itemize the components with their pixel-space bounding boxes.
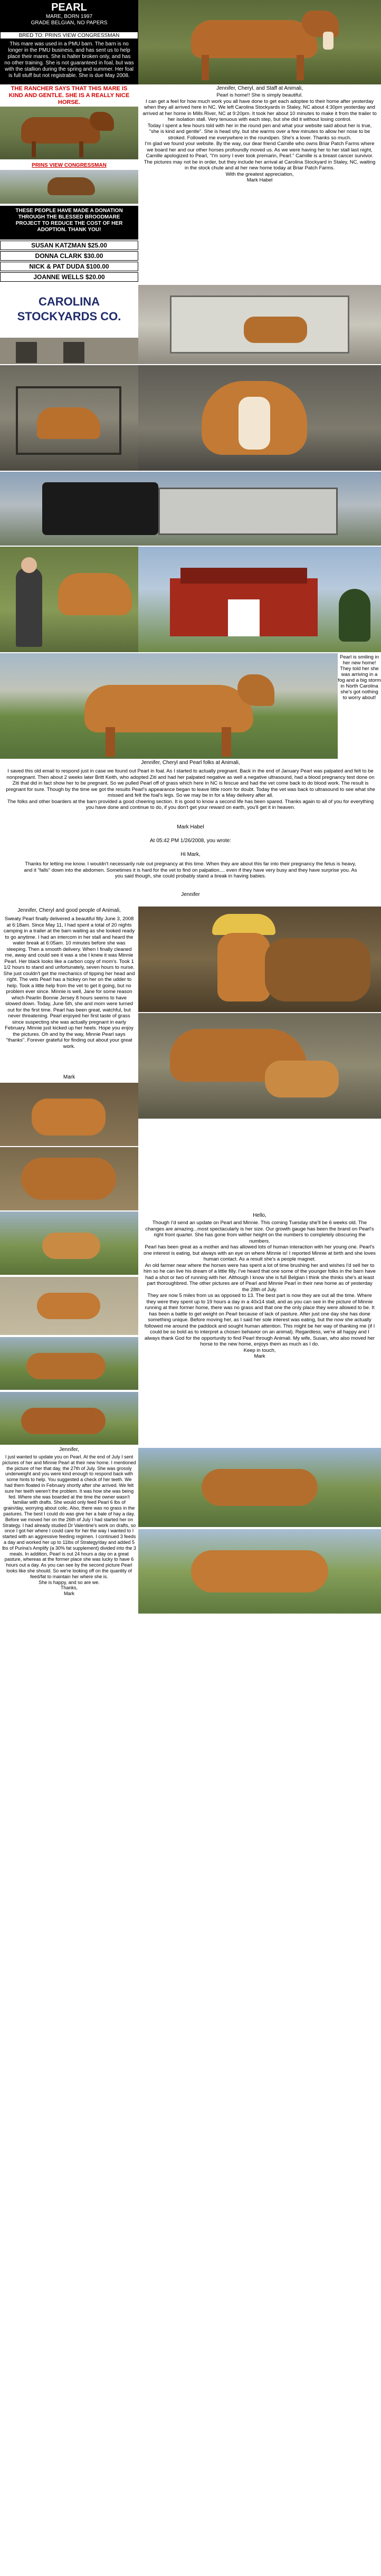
letter4-body: Though I'd send an update on Pearl and Minnie. This coming Tuesday she'll be 6 weeks old. The changes are amazing...most spectacularly is her size. Our growth gauge has been the brand on Pearl's right front quarter. She has gone from wither height on the numbers to completely obscuring the numbers. Pearl has been great as a mother and has allowed lots of human interaction with her young one. Pearl's one interest is eating, but always with an eye on where Minnie is! I reported Minnie at birth and she loves human contact. As a result she's a people magnet. An old farmer near where the horses were has spent a lot of time brushing her and wishes I'd sell her to him so he can live his dream of a little filly. I've heard that one some of the younger folks in the barn have had a shot or two of running with her. Although I know she is full Belgian I think she thinks she's at least part thoroughbred. The other pictures are of Pearl and Minnie Pearl in their new home as of yesterday the 28th of July. They are now 5 miles from us as opposed to 13. The best part is now they are out all the time. Where they were they spent up to 19 hours a day in a 40x14 stall, and as you can see in the picture of Minnie running at their former home, there was no grass and that one the only place they were allowed to be. It has been a battle to get weight on Pearl because of lack of pasture. After just one day she has done something unique. Before moving her, as I said her sole interest was eating, but the now she actually followed me around the paddock and sought human attention. This might be her way of thanking me (if I could be so bold as to interpret a chosen behavior on an animal). Regardless, we're all happy and I always thank God for the opportunity to find Pearl through Animali. My wife, Susan, who also moved her horse to the new home, enjoys them as much as I do. Keep in touch, Mark bbox=[144, 1220, 376, 1359]
prins-view-link[interactable]: PRINS VIEW CONGRESSMAN bbox=[32, 163, 107, 168]
man-with-horse-photo bbox=[0, 547, 138, 652]
foal-stall-photo-1 bbox=[0, 1083, 138, 1146]
letter3-body: Sweaty Pearl finally delivered a beautiful filly June 3, 2008 at 6:18am. Since May 11, I had spent a total of 20 nights camping in a trailer at the barn waiting as she looked ready to go anytime. I had an intercom in her stall and heard the water break at 6:05am. 10 minutes before she was sleeping. Then a smooth delivery. When I finally cleaned me, away and could see it was a she I knew it was Minnie Pearl. Her black looks like a carbon copy of mom's. Took 1 1/2 hours to stand and unfortunately, seven hours to nurse. She just couldn't get the mechanics of tipping her head and right. The vets Pearl has a hickey on her on the udder to help. Took a little help from the vet to get it going, but no problem ever since. Minnie is well, Jane for some reason which Pearlin Bonnie Jersey 8 hours seems to have slowed down. Today, June 5th, she and mom were turned out for the first time. Pearl has been great, watchful, but never threatening. Pearl enjoyed her first taste of grass since suspecting she was actually pregnant in early February. Minnie just kicked up her heels. Hope you enjoy the pictures. Oh and by the way, Minnie Pearl says "thanks". Forever grateful for finding out about your great work. bbox=[3, 916, 135, 1050]
pearl-in-paddock-photo bbox=[0, 653, 338, 759]
foal-grass-photo bbox=[0, 1211, 138, 1275]
foal-stall-photo-2 bbox=[0, 1147, 138, 1210]
pearl-pasture-photo-2 bbox=[138, 1529, 381, 1614]
sidebar-title-block bbox=[0, 0, 138, 32]
rancher-says-box: THE RANCHER SAYS THAT THIS MARE IS KIND AND GENTLE. SHE IS A REALLY NICE HORSE. bbox=[0, 84, 138, 106]
foal-with-hat-photo bbox=[138, 907, 381, 1012]
mare-and-foal-photo bbox=[138, 1013, 381, 1119]
stallion-photo bbox=[0, 170, 138, 204]
letter1-greeting: Jennifer, Cheryl, and Staff at Animali, bbox=[216, 85, 303, 91]
pearl-halter-photo bbox=[138, 365, 381, 471]
pearl-top-photo bbox=[138, 0, 381, 84]
letter3-greeting: Jennifer, Cheryl and good people of Animali, bbox=[17, 908, 121, 913]
intro-text: This mare was used in a PMU barn. The barn is no longer in the PMU business, and has sent us to help place their mares. She is halter broken only, and has no other training. She is not guaranteed in foal, but was with the stallion during the spring and summer. Her foal is full stuff but not registrable. She is due May 2008. bbox=[0, 39, 138, 84]
letter3-signoff: Mark bbox=[63, 1074, 75, 1080]
letter4-greeting: Hello, bbox=[253, 1213, 266, 1218]
red-barn-photo bbox=[138, 547, 381, 652]
donors-header: THESE PEOPLE HAVE MADE A DONATION THROUGH THE BLESSED BROODMARE PROJECT TO REDUCE THE COST OF HER ADOPTION. THANK YOU! bbox=[0, 206, 138, 240]
letter2-body: I saved this old email to respond just in case we found out Pearl in foal. As I started to actually pregnant. Back in the end of January Pearl was palpated and felt to be nonpregnant. Then about 2 weeks later Britt Keith, who adopted Ziti and had her palpated negative as well a negative ultrasound, had a blood pregnancy test done on Ziti that did in fact show her to be pregnant. So we pulled Pearl off of grass which here in NC is fescue and had the vet come back to do blood work. The result is pregnant for sure. Though by the time we got the results Pearl's appearance began to leave little room for doubt. Today the vet was back to ultrasound to see what she missed and felt the foal's legs. So we may be in for a May delivery after all. The folks and other boarders at the barn provided a good cheering section. It is good to know a second life has been spared. Thanks again to all of you for everything you have done and continue to do, if you don't get your reward on earth, you'll get it in heaven. bbox=[6, 768, 375, 810]
caption-trio: Jennifer, Cheryl and Pearl folks at Animali, bbox=[141, 760, 240, 766]
letter5-body: I just wanted to update you on Pearl. At the end of July I sent pictures of her and Minnie Pearl at their new home. I mentioned the picture of her that day, the 27th of July. She was grossly underweight and you were kind enough to respond back with some hints to help. You suggested a check of her teeth. We had them floated in February shortly after she arrived. We felt sure her teeth weren't the problem. It was how she was being fed. Where she was boarded at the time the owner wasn't familiar with drafts. She would only feed Pearl 6 lbs of grain/day, worrying about colic. Also, there was no grass in the pastures. The best I could do was give her a bale of hay a day. Before we moved her on the 26th of July I had started her on Strategy. I had already studied Dr Valentine's work on drafts, so once I got her where I could care for her the way I wanted to I started with an aggressive feeding regimen. I continued 3 feeds a day and worked her up to 11lbs of Strategy/day and added 5 lbs of Purina's Amplify (a 30% fat supplement) divided into the 3 meals. In addition, Pearl is out 24 hours a day on a great pasture, whereas at the former place she was lucky to have 6 hours out a day. As you can see by the second picture Pearl looks like she should. So we're looking off on the quantity of feed/fat to maintain her where she is. She is happy, and so are we. Thanks, Mark bbox=[2, 1454, 136, 1597]
letter2-signoff: Mark Habel bbox=[177, 824, 204, 830]
foal-running-photo bbox=[0, 1277, 138, 1335]
horse-name-title: PEARL bbox=[51, 2, 87, 13]
trailer-photo bbox=[138, 285, 381, 364]
mare-foal-field-photo-1 bbox=[0, 1337, 138, 1390]
bred-to-line: BRED TO: PRINS VIEW CONGRESSMAN bbox=[0, 32, 138, 39]
page-bottom-blank bbox=[0, 1720, 381, 2576]
horse-birth: MARE, BORN 1997 bbox=[45, 14, 93, 20]
truck-trailer-photo bbox=[0, 472, 381, 546]
donor-2: DONNA CLARK $30.00 bbox=[0, 251, 138, 261]
reply-header: At 05:42 PM 1/26/2008, you wrote: bbox=[150, 838, 231, 844]
stock-chute-photo bbox=[0, 365, 138, 471]
pearl-pasture-photo-1 bbox=[138, 1448, 381, 1527]
stockyard-sign-photo bbox=[0, 285, 138, 364]
donor-1: SUSAN KATZMAN $25.00 bbox=[0, 241, 138, 250]
donor-4: JOANNE WELLS $20.00 bbox=[0, 272, 138, 282]
stockyard-sign-text: CAROLINA STOCKYARDS CO. bbox=[17, 295, 121, 323]
sidebar-horse-photo bbox=[0, 107, 138, 159]
reply-greeting: Hi Mark, bbox=[180, 852, 201, 857]
reply-body: Thanks for letting me know. I wouldn't necessarily rule out pregnancy at this time. When they are about this far into their pregnancy the fetus is heavy, and it "falls" down into the abdomen. Sometimes it is hard for the vet to find on palpation.... even if they have very busy and they have surprise you. As you said though, she could probably stand a break in having babies. bbox=[24, 861, 357, 879]
letter1-body: Pearl is home!! She is simply beautiful. I can get a feel for how much work you all have done to get each adoptee to their home after yesterday when they all arrived here in NC. We left Carolina Stockyards in Staley, NC about 4:30pm yesterday and arrived at her home in Mills River, NC at 9:20pm. It took her about 10 minutes to make it from the trailer to her isolation stall. Very tenuous with each step, but she did it without losing control. Today I spent a few hours told with her in the round pen and what your website said about her is true, "she is kind and gentle". She is head shy, but she warms over a few minutes to allow her nose to be stroked. Followed me everywhere in the roundpen. She's a lover. Thanks so much. I'm glad we found your website. By the way, our dear friend Camille who owns Briar Patch Farms where we board her and our other horses profoundly moved us. As we were having her to her stall last night, Camille apologized to Pearl, "I'm sorry I ever took premarin, Pearl." Camille is a breast cancer survivor. The pictures may not be in order, but they include her arrival at Carolina Stockyard in Staley, NC, waiting in the stock chute and at her new home today at Briar Patch Farms. With the greatest appreciation, Mark Habel bbox=[142, 92, 377, 183]
reply-sign: Jennifer bbox=[181, 892, 200, 898]
mare-foal-field-photo-2 bbox=[0, 1392, 138, 1445]
caption-smiling: Pearl is smiling in her new home! They told her she was arriving in a fog and a big storm in North Carolina she's got nothing to worry about! bbox=[338, 654, 381, 701]
horse-breed: GRADE BELGIAN, NO PAPERS bbox=[31, 20, 108, 26]
link-prins-view[interactable] bbox=[0, 163, 138, 170]
letter5-greeting: Jennifer, bbox=[59, 1447, 79, 1453]
donor-3: NICK & PAT DUDA $100.00 bbox=[0, 262, 138, 271]
